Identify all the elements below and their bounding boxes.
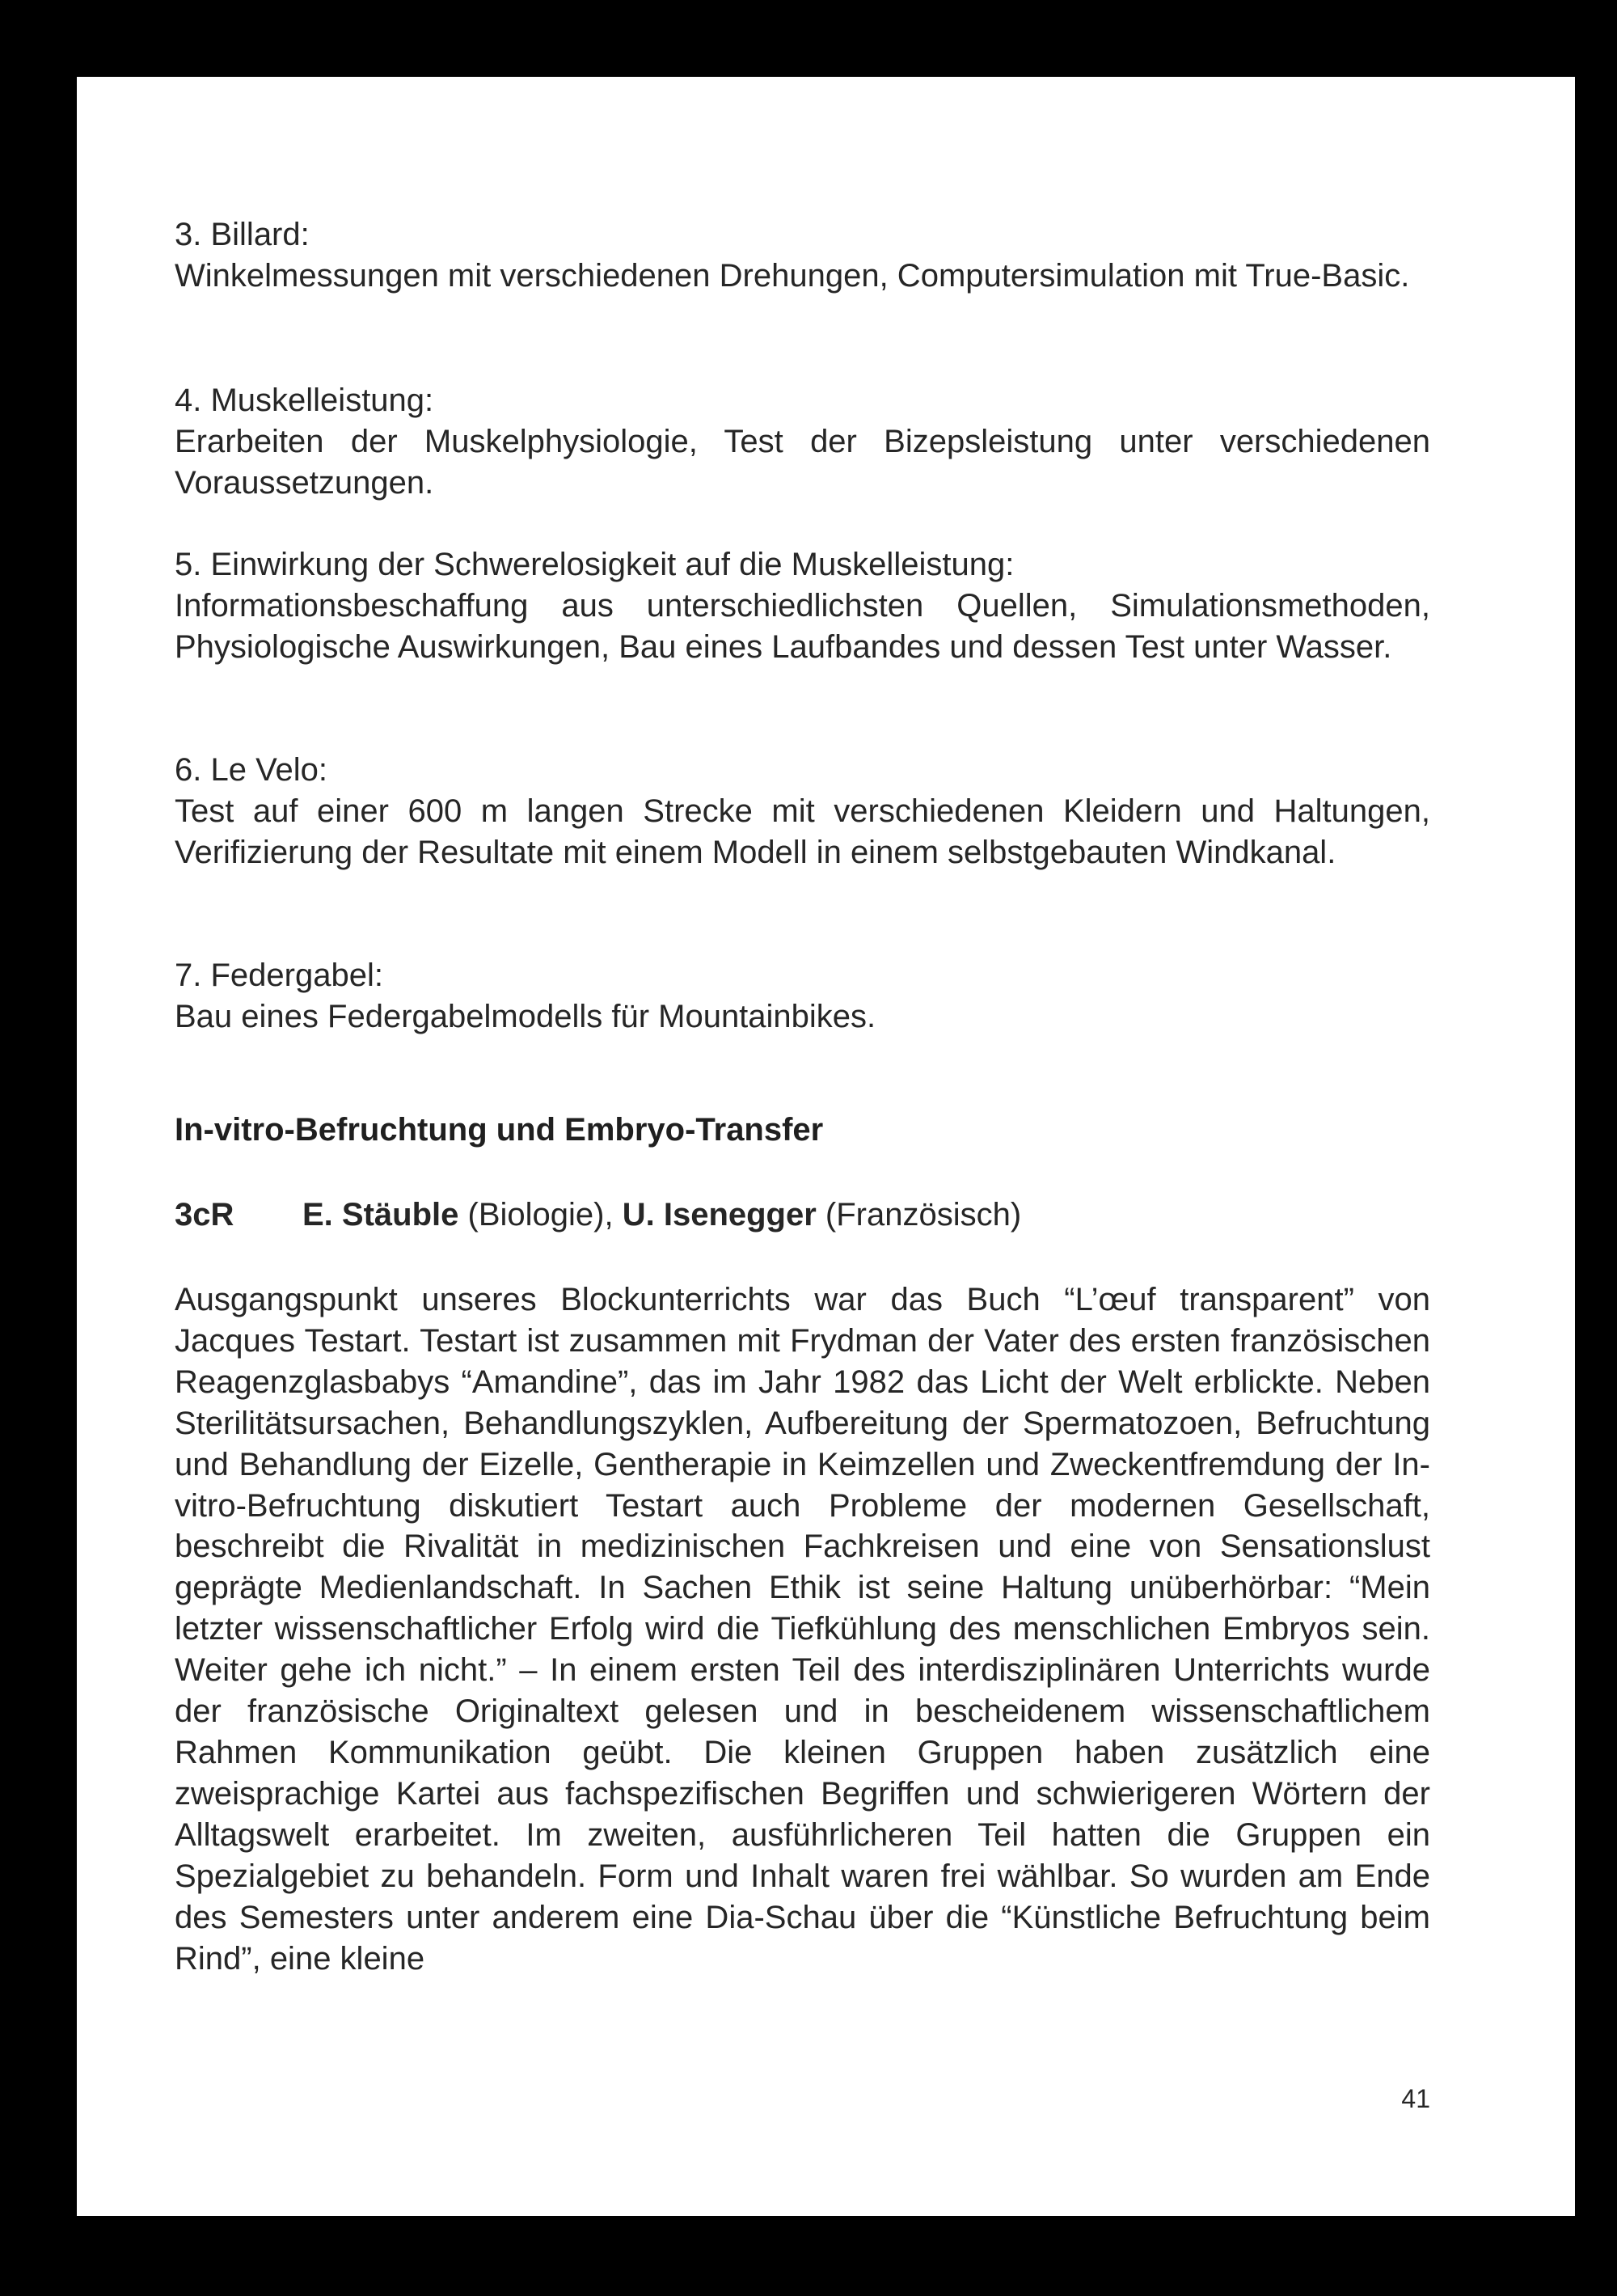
item-title: 7. Federgabel:	[175, 958, 383, 993]
teacher-name: E. Stäuble	[302, 1197, 459, 1233]
item-title: 5. Einwirkung der Schwerelosigkeit auf die Muskelleistung:	[175, 547, 1015, 582]
item-body: Bau eines Federgabelmodells für Mountainbikes.	[175, 999, 876, 1034]
list-item-billard	[175, 214, 1430, 297]
teacher-subject: (Französisch)	[825, 1197, 1022, 1233]
item-title: 4. Muskelleistung:	[175, 383, 434, 418]
teacher-subject: (Biologie),	[467, 1197, 614, 1233]
item-title: 6. Le Velo:	[175, 752, 328, 788]
item-body: Test auf einer 600 m langen Strecke mit verschiedenen Kleidern und Haltungen, Verifizierung der Resultate mit einem Modell in einem selbstgebauten Windkanal.	[175, 793, 1430, 870]
item-title: 3. Billard:	[175, 217, 310, 252]
list-item-le-velo	[175, 750, 1430, 873]
item-body: Winkelmessungen mit verschiedenen Drehungen, Computersimulation mit True-Basic.	[175, 258, 1410, 294]
list-item-muskelleistung	[175, 380, 1430, 504]
body-paragraph: Ausgangspunkt unseres Blockunterrichts war das Buch “L’œuf transparent” von Jacques Testart. Testart ist zusammen mit Frydman der Vater des ersten französischen Reagenzglasbabys “Amandine”, das im Jahr 1982 das Licht der Welt erblickte. Neben Sterilitätsursachen, Behandlungszyklen, Aufbereitung der Spermatozoen, Befruchtung und Behandlung der Eizelle, Gentherapie in Keimzellen und Zweckentfremdung der In-vitro-Befruchtung diskutiert Testart auch Probleme der modernen Gesellschaft, beschreibt die Rivalität in medizinischen Fachkreisen und eine von Sensationslust geprägte Medienlandschaft. In Sachen Ethik ist seine Haltung unüberhörbar: “Mein letzter wissenschaftlicher Erfolg wird die Tiefkühlung des menschlichen Embryos sein. Weiter gehe ich nicht.” – In einem ersten Teil des interdisziplinären Unterrichts wurde der französische Originaltext gelesen und in bescheidenem wissenschaftlichem Rahmen Kommunikation geübt. Die kleinen Gruppen haben zusätzlich eine zweisprachige Kartei aus fachspezifischen Begriffen und schwierigeren Wörtern der Alltagswelt erarbeitet. Im zweiten, ausführlicheren Teil hatten die Gruppen ein Spezialgebiet zu behandeln. Form und Inhalt waren frei wählbar. So wurden am Ende des Semesters unter anderem eine Dia-Schau über die “Künstliche Befruchtung beim Rind”, eine kleine	[175, 1282, 1430, 1977]
list-item-schwerelosigkeit	[175, 544, 1430, 668]
item-body: Erarbeiten der Muskelphysiologie, Test der Bizepsleistung unter verschiedenen Voraussetzungen.	[175, 424, 1430, 501]
page-number: 41	[1401, 2084, 1430, 2113]
document-page	[77, 77, 1575, 2216]
list-item-federgabel	[175, 955, 1430, 1038]
teacher-name: U. Isenegger	[622, 1197, 817, 1233]
item-body: Informationsbeschaffung aus unterschiedlichsten Quellen, Simulationsmethoden, Physiologische Auswirkungen, Bau eines Laufbandes und dessen Test unter Wasser.	[175, 588, 1430, 665]
section-heading: In-vitro-Befruchtung und Embryo-Transfer	[175, 1112, 824, 1148]
class-code: 3cR	[175, 1197, 234, 1233]
author-line	[175, 1195, 1430, 1236]
